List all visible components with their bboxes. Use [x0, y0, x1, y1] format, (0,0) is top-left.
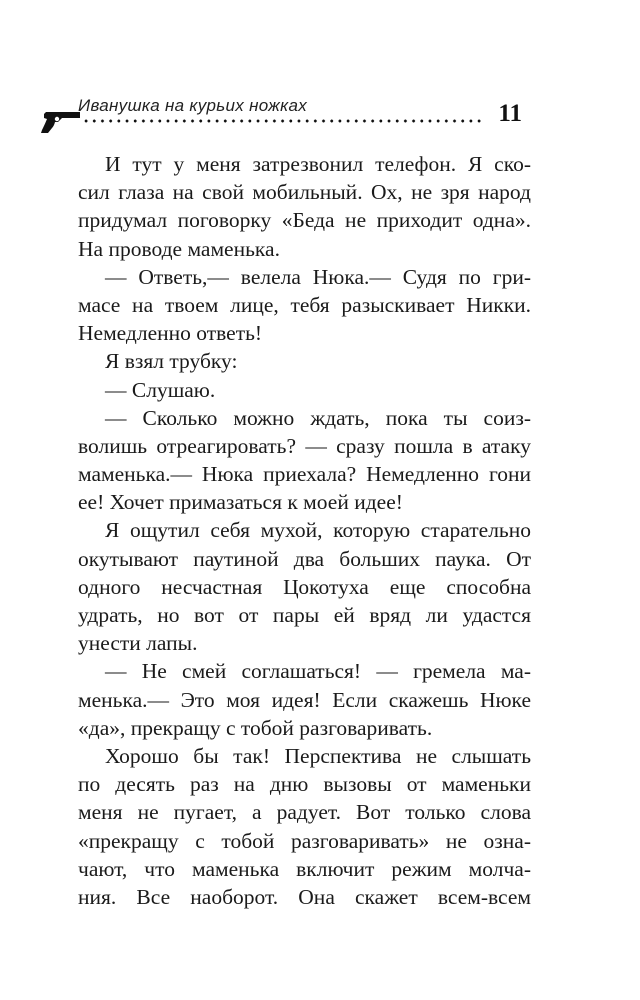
- paragraph: [78, 404, 531, 517]
- text-line: меня не пугает, а радует. Вот только слова: [78, 800, 531, 825]
- text-line: придумал поговорку «Беда не приходит одна».: [78, 208, 531, 233]
- revolver-icon: [40, 110, 82, 134]
- text-line: ния. Все наоборот. Она скажет всем-всем: [78, 884, 531, 909]
- text-line: ее! Хочет примазаться к моей идее!: [78, 490, 403, 515]
- paragraph: [78, 150, 531, 263]
- text-line: Я взял трубку:: [105, 349, 238, 374]
- text-line: «прекращу с тобой разговаривать» не озна-: [78, 828, 531, 853]
- text-line: удрать, но вот от пары ей вряд ли удастся: [78, 603, 531, 627]
- text-line: масе на твоем лице, тебя разыскивает Никки.: [78, 292, 531, 317]
- text-line: — Сколько можно ждать, пока ты соиз-: [105, 405, 531, 430]
- text-line: окутывают паутиной два больших паука. От: [78, 546, 531, 571]
- text-line: — Ответь,— велела Нюка.— Судя по гри-: [105, 264, 531, 289]
- text-line: по десять раз на дню вызовы от маменьки: [78, 772, 531, 797]
- text-line: унести лапы.: [78, 631, 198, 656]
- text-line: Немедленно ответь!: [78, 321, 263, 346]
- text-line: Я ощутил себя мухой, которую старательно: [105, 518, 531, 543]
- body-text: [78, 150, 531, 911]
- paragraph: [78, 347, 531, 375]
- text-line: — Слушаю.: [105, 377, 216, 402]
- running-head: [40, 96, 524, 136]
- text-line: менька.— Это моя идея! Если скажешь Нюке: [78, 687, 531, 712]
- text-line: одного несчастная Цокотуха еще способна: [78, 574, 531, 599]
- paragraph: [78, 657, 531, 742]
- paragraph: [78, 263, 531, 348]
- paragraph: [78, 516, 531, 657]
- book-title: Иванушка на курьих ножках: [78, 96, 308, 115]
- paragraph: [78, 742, 531, 911]
- text-line: сил глаза на свой мобильный. Ох, не зря народ: [78, 180, 531, 205]
- text-line: волишь отреагировать? — сразу пошла в атаку: [78, 433, 531, 458]
- text-line: И тут у меня затрезвонил телефон. Я ско-: [105, 152, 531, 176]
- text-line: На проводе маменька.: [78, 236, 280, 261]
- text-line: маменька.— Нюка приехала? Немедленно гони: [78, 462, 531, 487]
- text-line: чают, что маменька включит режим молча-: [78, 856, 531, 881]
- page-number: 11: [498, 100, 522, 127]
- paragraph: [78, 376, 531, 404]
- text-line: — Не смей соглашаться! — гремела ма-: [105, 659, 531, 684]
- dotted-rule-divider: [82, 119, 484, 123]
- text-line: «да», прекращу с тобой разговаривать.: [78, 715, 433, 740]
- text-line: Хорошо бы так! Перспектива не слышать: [105, 743, 531, 768]
